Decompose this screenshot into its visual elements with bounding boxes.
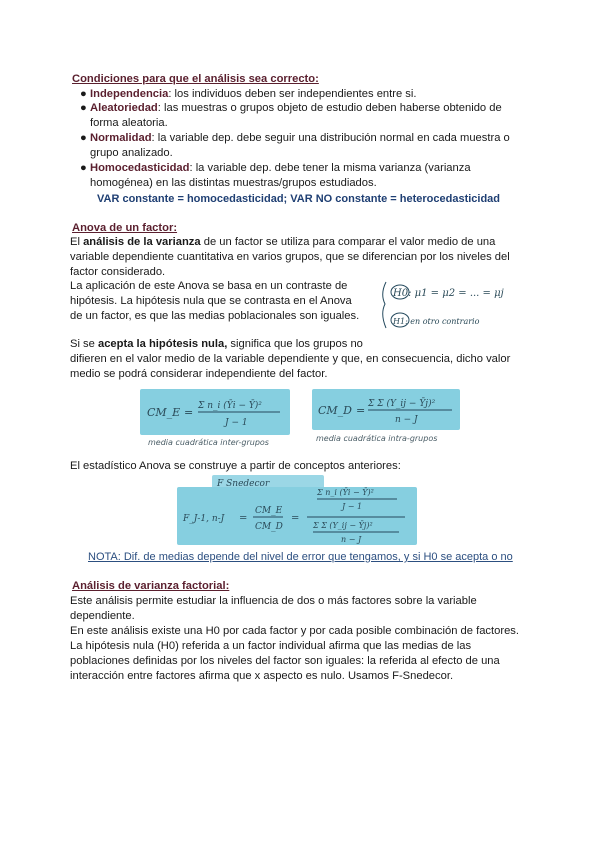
list-item xyxy=(80,87,530,102)
formula-mid-num: CM_E xyxy=(255,506,283,516)
bullet-text-cont: grupo analizado. xyxy=(90,147,173,159)
bullet-text: : la variable dep. debe tener la misma varianza (varianza xyxy=(189,162,471,174)
bold-term: análisis de la varianza xyxy=(83,236,201,248)
text-line: En este análisis existe una H0 por cada factor y por cada posible combinación de factores. xyxy=(70,625,519,637)
formula-lhs: CM_E xyxy=(147,406,181,419)
bullet-term: Homocedasticidad xyxy=(90,162,190,174)
list-item xyxy=(80,161,530,191)
bullet-text: : la variable dep. debe seguir una distribución normal en cada muestra o xyxy=(151,132,510,144)
formula-label: F Snedecor xyxy=(217,479,270,489)
bullet-term: Aleatoriedad xyxy=(90,102,158,114)
text-line: poblaciones definidas por los niveles del factor son iguales: la referida al efecto de una xyxy=(70,655,500,667)
text: de un factor, es que las medias poblacionales son iguales. xyxy=(70,310,360,322)
h1-text: H1: en otro contrario xyxy=(393,317,480,326)
bracket-icon xyxy=(383,282,386,328)
paragraph xyxy=(70,594,530,684)
equals-icon: = xyxy=(184,406,194,419)
text: El xyxy=(70,236,84,248)
highlight-note: VAR constante = homocedasticidad; VAR NO constante = heterocedasticidad xyxy=(97,193,501,205)
h0-text: H0: μ1 = μ2 = ... = μj xyxy=(393,288,504,299)
text: hipótesis. La hipótesis nula que se contrasta en el Anova xyxy=(70,295,352,307)
equals-icon: = xyxy=(291,513,300,524)
formula-numerator: Σ n_i (Ȳi − Ȳ)² xyxy=(198,401,262,411)
text: La aplicación de este Anova se basa en un contraste de xyxy=(70,280,348,292)
bold-term: acepta la hipótesis nula, xyxy=(97,338,228,350)
list-item xyxy=(80,101,530,131)
paragraph xyxy=(70,235,530,280)
bullet-icon: ● xyxy=(80,162,87,174)
formula-lhs: CM_D xyxy=(318,404,352,417)
bullet-text-cont: homogénea) en las distintas muestras/grupos estudiados. xyxy=(90,177,377,189)
text: variable dependiente cuantitativa en varios grupos, que se diferencian por los niveles del xyxy=(70,251,510,263)
text: difieren en el valor medio de la variable dependiente y que, en consecuencia, dicho valor xyxy=(70,353,511,365)
formula-num-bot: J − 1 xyxy=(342,502,363,511)
section-title-anova: Anova de un factor: xyxy=(72,222,178,234)
text: significa que los grupos no xyxy=(227,338,363,350)
text-line: La hipótesis nula (H0) referida a un factor individual afirma que las medias de las xyxy=(70,640,472,652)
section-title-factorial: Análisis de varianza factorial: xyxy=(72,580,230,592)
formula-den-top: Σ Σ (Y_ij − Ȳj)² xyxy=(313,521,373,530)
bullet-icon: ● xyxy=(80,102,87,114)
formula-intra xyxy=(312,389,462,445)
section-title-conditions: Condiciones para que el análisis sea correcto: xyxy=(72,73,319,85)
text: de un factor se utiliza para comparar el valor medio de una xyxy=(200,236,496,248)
formula-den-bot: n − J xyxy=(341,535,362,544)
text-line: Este análisis permite estudiar la influencia de dos o más factores sobre la variable xyxy=(70,595,477,607)
formula-denominator: n − J xyxy=(395,415,418,425)
formula-f-snedecor xyxy=(177,475,417,547)
formula-numerator: Σ Σ (Y_ij − Ȳj)² xyxy=(368,399,436,409)
hypothesis-handwriting xyxy=(376,276,526,334)
paragraph xyxy=(70,337,530,382)
formula-caption: media cuadrática inter-grupos xyxy=(148,438,269,447)
formula-inter xyxy=(140,389,292,449)
bullet-icon: ● xyxy=(80,88,87,100)
formula-lhs: F_J-1, n-J xyxy=(183,514,225,524)
text-line: dependiente. xyxy=(70,610,135,622)
paragraph xyxy=(70,279,370,324)
formula-denominator: J − 1 xyxy=(225,418,248,428)
note-link[interactable]: NOTA: Dif. de medias depende del nivel de error que tengamos, y si H0 se acepta o no xyxy=(88,551,513,563)
paragraph: El estadístico Anova se construye a partir de conceptos anteriores: xyxy=(70,460,401,472)
text: factor considerado. xyxy=(70,266,166,278)
equals-icon: = xyxy=(239,513,248,524)
formula-caption: media cuadrática intra-grupos xyxy=(316,434,438,443)
text-line: interacción entre factores afirma que x aspecto es nulo. Usamos F-Snedecor. xyxy=(70,670,454,682)
list-item xyxy=(80,131,530,161)
bullet-text: : los individuos deben ser independientes entre si. xyxy=(168,88,417,100)
bullet-icon: ● xyxy=(80,132,87,144)
formula-mid-den: CM_D xyxy=(255,522,283,532)
bullet-term: Normalidad xyxy=(90,132,152,144)
bullet-text: : las muestras o grupos objeto de estudio deben haberse obtenido de xyxy=(157,102,502,114)
text: Si se xyxy=(70,338,98,350)
text: medio se podrá considerar independiente del factor. xyxy=(70,368,328,380)
bullet-term: Independencia xyxy=(90,88,169,100)
formula-num-top: Σ n_i (Ȳi − Ȳ)² xyxy=(317,488,374,497)
bullet-text-cont: forma aleatoria. xyxy=(90,117,168,129)
equals-icon: = xyxy=(356,404,366,417)
